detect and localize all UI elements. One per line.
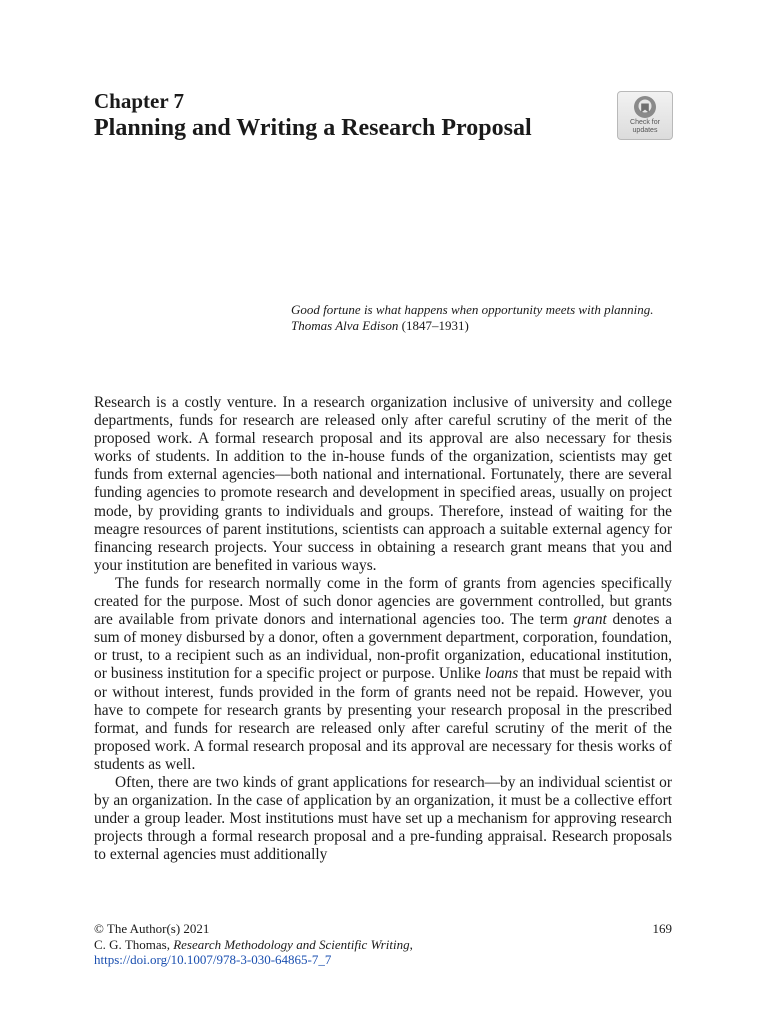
check-for-updates-badge[interactable] xyxy=(617,91,673,140)
copyright-notice: © The Author(s) 2021 xyxy=(94,921,210,936)
epigraph-years: (1847–1931) xyxy=(401,317,469,333)
citation xyxy=(94,937,672,953)
bookmark-check-icon xyxy=(633,95,657,119)
term-loans: loans xyxy=(484,665,519,683)
paragraph-2 xyxy=(94,575,672,774)
epigraph-author: Thomas Alva Edison xyxy=(291,317,399,333)
badge-line-2: updates xyxy=(632,127,658,134)
epigraph xyxy=(291,302,671,333)
term-grant: grant xyxy=(573,611,607,629)
badge-line-1: Check for xyxy=(630,119,660,126)
epigraph-attribution xyxy=(291,318,671,334)
page-number: 169 xyxy=(652,921,672,936)
paragraph-1: Research is a costly venture. In a research organization inclusive of university and college departments, funds for research are released only after careful scrutiny of the merit of the proposed work. A formal research proposal and its approval are also necessary for thesis works of students. In addition to the in-house funds of the organization, scientists may get funds from external agencies—both national and international. Fortunately, there are several funding agencies to promote research and development in specified areas, usually on project mode, by providing grants to individuals and groups. Therefore, instead of waiting for the meagre resources of parent institutions, scientists can approach a suitable external agency for financing research projects. Your success in obtaining a research grant means that you and your institution are benefited in various ways. xyxy=(94,394,672,574)
paragraph-2-text-b: denotes a sum of money disbursed by a donor, often a government department, corporation, foundation, or trust, to a recipient such as an individual, non-profit organization, educational institution, or business institution for a specific project or purpose. Unlike xyxy=(94,611,672,683)
chapter-title: Planning and Writing a Research Proposal xyxy=(94,115,532,141)
paragraph-3: Often, there are two kinds of grant applications for research—by an individual scientist or by an organization. In the case of application by an organization, it must be a collective effort under a group leader. Most institutions must have set up a mechanism for approving research projects through a formal research proposal and a pre-funding appraisal. Research proposals to external agencies must additionally xyxy=(94,773,672,864)
citation-comma: , xyxy=(409,936,413,952)
paragraph-2-text-a: The funds for research normally come in the form of grants from agencies specifically created for the purpose. Most of such donor agencies are government controlled, but grants are available from private donors and international agencies too. The term xyxy=(94,574,672,629)
chapter-label: Chapter 7 xyxy=(94,89,185,113)
citation-author: C. G. Thomas, xyxy=(94,936,174,952)
epigraph-quote: Good fortune is what happens when opportunity meets with planning. xyxy=(291,302,654,317)
page-footer xyxy=(94,921,672,968)
paragraph-2-text-c: that must be repaid with or without interest, funds provided in the form of grants need not be repaid. However, you have to compete for research grants by presenting your research proposal in the prescribed format, and funds for research are released only after careful scrutiny of the merit of the proposed work. A formal research proposal and its approval are necessary for thesis works of students as well. xyxy=(94,665,672,773)
doi-link[interactable]: https://doi.org/10.1007/978-3-030-64865-7_7 xyxy=(94,952,332,967)
book-title: Research Methodology and Scientific Writing xyxy=(173,936,410,952)
body-text xyxy=(94,394,672,864)
